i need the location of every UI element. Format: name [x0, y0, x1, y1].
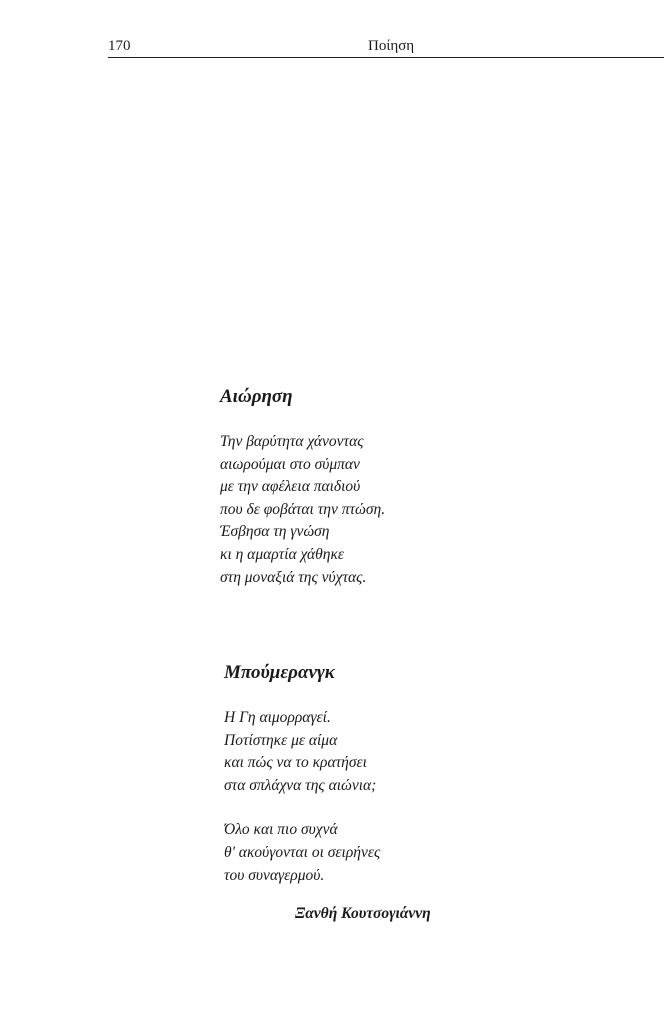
verse-line: Η Γη αιμορραγεί. — [224, 709, 331, 726]
stanza — [220, 431, 580, 589]
verse-line: και πώς να το κρατήσει — [224, 754, 367, 772]
poem-title: Αιώρηση — [220, 386, 293, 407]
verse-line: αιωρούμαι στο σύμπαν — [220, 455, 360, 473]
author-name: Ξανθή Κουτσογιάννη — [295, 905, 431, 922]
verse-line: με την αφέλεια παιδιού — [220, 478, 361, 496]
verse-line: κι η αμαρτία χάθηκε — [220, 545, 345, 563]
verse-line: στη μοναξιά της νύχτας. — [220, 568, 367, 586]
stanza — [224, 707, 584, 797]
verse-line: Την βαρύτητα χάνοντας — [220, 433, 364, 450]
verse-line: θ' ακούγονται οι σειρήνες — [224, 843, 381, 861]
verse-line: Έσβησα τη γνώση — [220, 523, 330, 541]
poem-aiorisi — [220, 386, 580, 589]
verse-line: που δε φοβάται την πτώση. — [220, 500, 386, 518]
page-header — [108, 37, 664, 59]
stanza — [224, 819, 584, 887]
page-number: 170 — [108, 38, 131, 54]
verse-line: στα σπλάχνα της αιώνια; — [224, 776, 377, 794]
verse-line: Όλο και πιο συχνά — [224, 821, 338, 839]
running-head: Ποίηση — [368, 38, 415, 54]
poem-title: Μπούμερανγκ — [224, 662, 335, 683]
poem-boumerang — [224, 662, 584, 887]
verse-line: Ποτίστηκε με αίμα — [224, 731, 338, 749]
header-rule — [108, 57, 664, 58]
verse-line: του συναγερμού. — [224, 866, 325, 884]
